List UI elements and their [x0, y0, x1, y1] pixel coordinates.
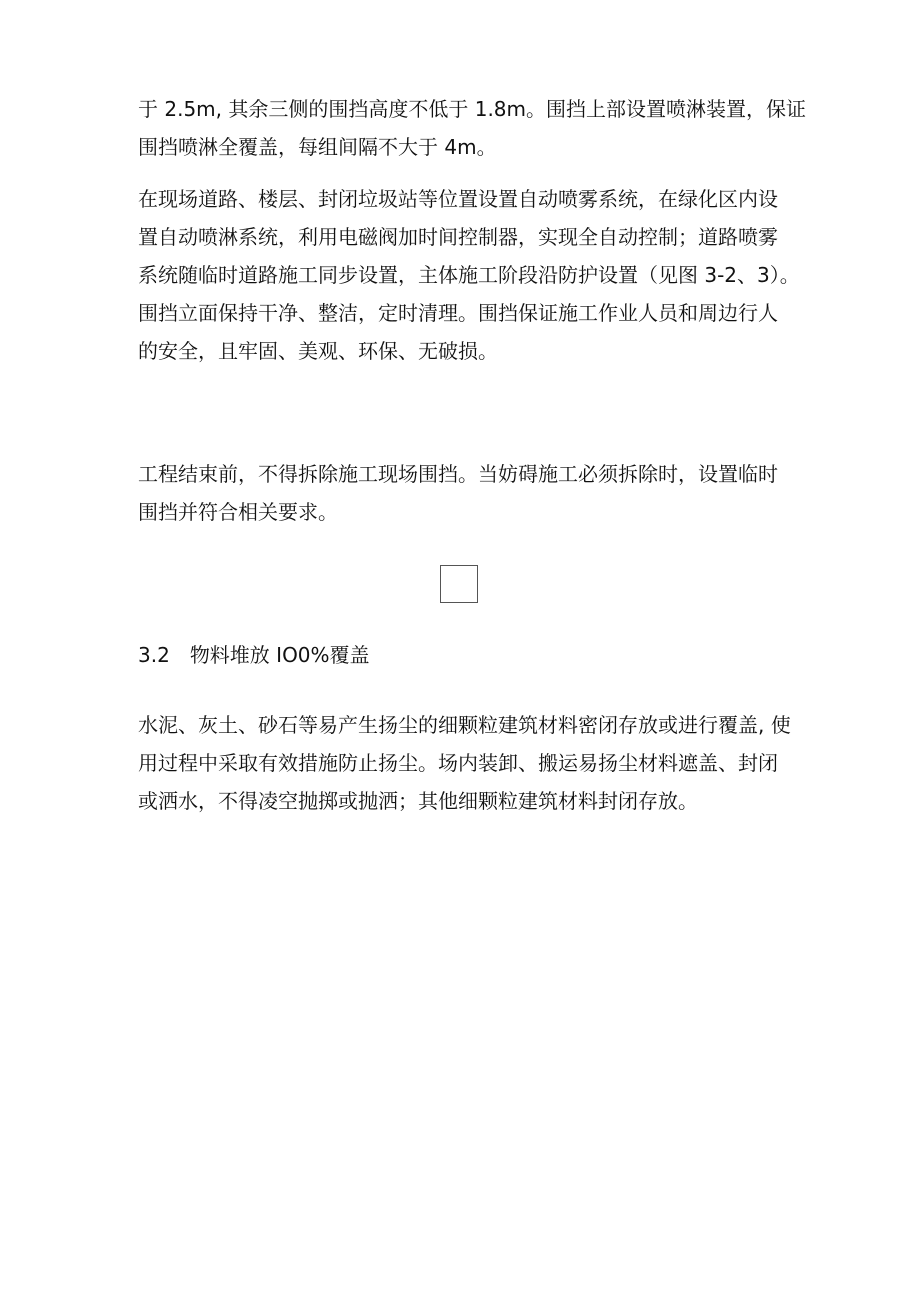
- section-heading: [138, 636, 370, 674]
- text-line: 围挡并符合相关要求。: [138, 500, 338, 524]
- text-line: 在现场道路、楼层、封闭垃圾站等位置设置自动喷雾系统，在绿化区内设: [138, 187, 778, 211]
- text-line: 工程结束前，不得拆除施工现场围挡。当妨碍施工必须拆除时，设置临时: [138, 462, 778, 486]
- text-line: 于 2.5m, 其余三侧的围挡高度不低于 1.8m。围挡上部设置喷淋装置，保证: [138, 97, 807, 121]
- section-title: 物料堆放 IO0%覆盖: [189, 643, 370, 667]
- paragraph-fence-removal: [138, 455, 788, 531]
- text-line: 围挡立面保持干净、整洁，定时清理。围挡保证施工作业人员和周边行人: [138, 301, 778, 325]
- text-line: 系统随临时道路施工同步设置，主体施工阶段沿防护设置（见图 3-2、3）。: [138, 263, 800, 287]
- text-line: 或洒水，不得凌空抛掷或抛洒；其他细颗粒建筑材料封闭存放。: [138, 789, 698, 813]
- text-line: 围挡喷淋全覆盖，每组间隔不大于 4m。: [138, 135, 497, 159]
- paragraph-fence-height: [138, 90, 807, 166]
- figure-placeholder: [440, 565, 478, 603]
- paragraph-spray-system: [138, 180, 800, 370]
- text-line: 水泥、灰土、砂石等易产生扬尘的细颗粒建筑材料密闭存放或进行覆盖, 使: [138, 713, 791, 737]
- section-number: 3.2: [138, 643, 170, 667]
- text-line: 用过程中采取有效措施防止扬尘。场内装卸、搬运易扬尘材料遮盖、封闭: [138, 751, 778, 775]
- paragraph-material-cover: [138, 706, 791, 820]
- text-line: 的安全，且牢固、美观、环保、无破损。: [138, 339, 498, 363]
- text-line: 置自动喷淋系统，利用电磁阀加时间控制器，实现全自动控制；道路喷雾: [138, 225, 778, 249]
